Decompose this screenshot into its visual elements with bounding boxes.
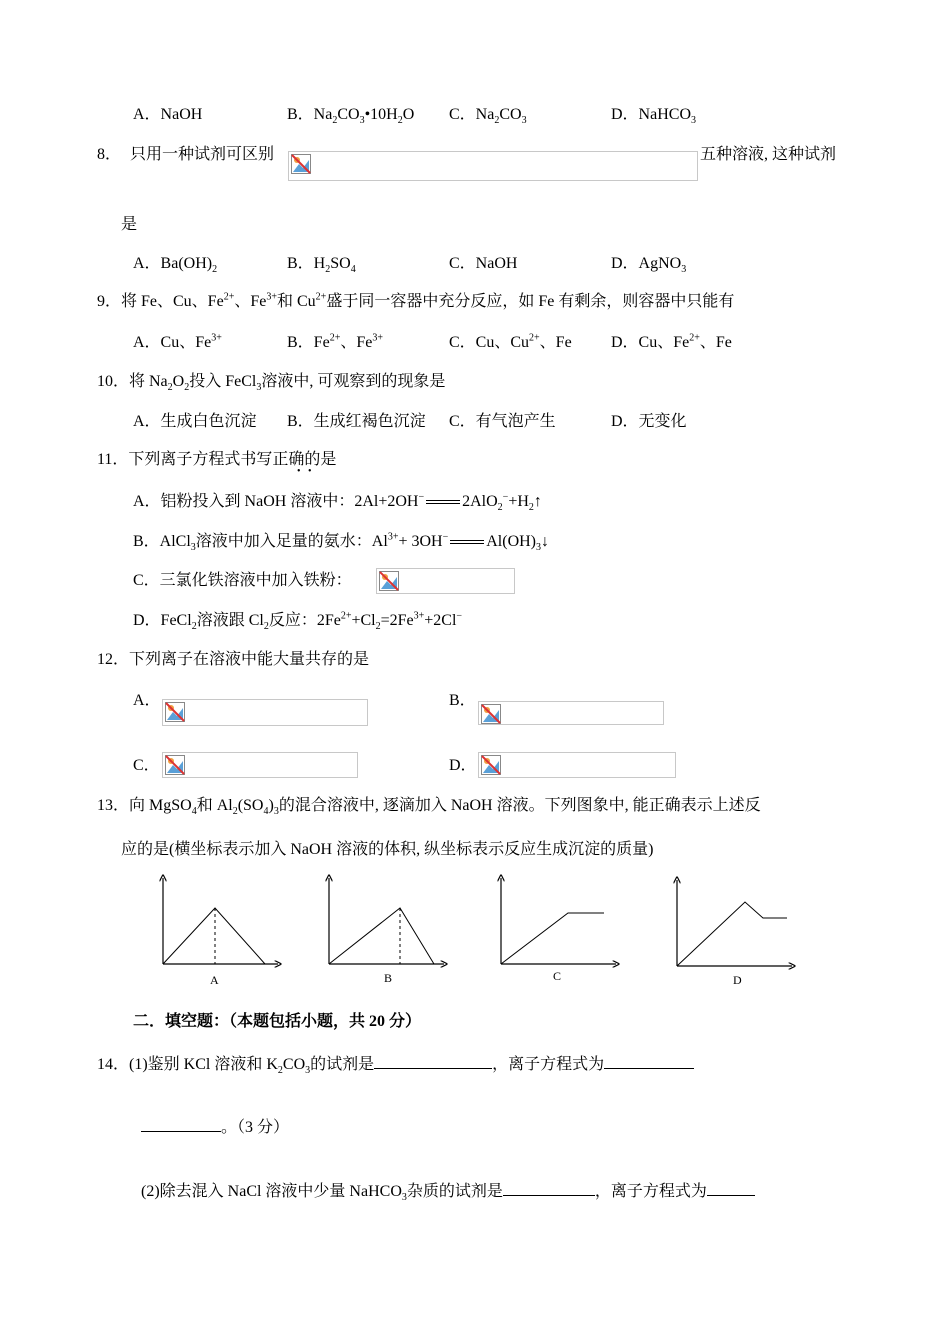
q12c-broken-image: [162, 752, 358, 778]
q13-stem-line2: 应的是(横坐标表示加入 NaOH 溶液的体积, 纵坐标表示反应生成沉淀的质量): [121, 841, 654, 858]
q11-option-d: D．FeCl$_2$溶液跟 $Cl_2$反应：$2Fe^{2+}+Cl_2=2Fe^{3+}+2Cl^-$: [133, 610, 463, 633]
q9-stem: 9．将 Fe、Cu、$Fe^{2+}$、$Fe^{3+}$和 $Cu^{2+}$盛于同一容器中充分反应，如 Fe 有剩余，则容器中只能有: [97, 291, 735, 310]
graph-c: [488, 872, 623, 987]
q12b-broken-image: [478, 701, 664, 725]
graph-c-label: C: [553, 969, 562, 983]
q9-option-c: C．Cu、$Cu^{2+}$、Fe: [449, 332, 572, 351]
q14-line3: (2)除去混入 NaCl 溶液中少量 NaHCO$_3$杂质的试剂是 ，离子方程式为: [141, 1179, 755, 1202]
q7-option-c: C．$Na_2CO_3$: [449, 106, 527, 127]
q14-line1: 14．(1)鉴别 KCl 溶液和 $K_2CO_3$的试剂是 ，离子方程式为: [97, 1052, 694, 1075]
q12a-broken-image: [162, 699, 368, 726]
graph-d-curve: [677, 902, 787, 966]
q14-reagent-blank[interactable]: [374, 1052, 492, 1069]
q10-option-d: D．无变化: [611, 413, 687, 430]
q13-stem-line1: 13．向 MgSO$_4$和 $Al_2(SO_4)_3$的混合溶液中, 逐滴加入 NaOH 溶液。下列图象中, 能正确表示上述反: [97, 797, 761, 818]
section-2-title: 二．填空题：（本题包括小题，共 20 分）: [133, 1013, 422, 1030]
q8-option-a: A．$Ba(OH)_2$: [133, 255, 218, 276]
q10-stem: 10．将 $Na_2O_2$投入 FeCl$_3$溶液中, 可观察到的现象是: [97, 373, 446, 394]
q12-label-d: D．: [449, 757, 477, 774]
broken-image-icon: [481, 755, 501, 775]
q8-option-b: B．$H_2SO_4$: [287, 255, 356, 276]
q8-stem-part2: 五种溶液, 这种试剂: [700, 146, 837, 163]
q10-option-b: B．生成红褐色沉淀: [287, 413, 426, 430]
equals-bar: [450, 540, 484, 544]
q14-equation-blank-cont[interactable]: [141, 1115, 221, 1132]
q9-option-b: B．$Fe^{2+}$、$Fe^{3+}$: [287, 332, 383, 351]
q9-option-a: A．Cu、$Fe^{3+}$: [133, 332, 222, 351]
q12-label-a: A．: [133, 692, 161, 709]
graph-a-curve: [163, 908, 265, 964]
q12-label-b: B．: [449, 692, 476, 709]
q14-equation-blank[interactable]: [604, 1052, 694, 1069]
broken-image-icon: [165, 702, 185, 722]
graph-b-label: B: [384, 971, 393, 985]
q14-2-reagent-blank[interactable]: [503, 1179, 595, 1196]
q12d-broken-image: [478, 752, 676, 778]
q12-stem: 12．下列离子在溶液中能大量共存的是: [97, 651, 370, 668]
q11-stem: 11．下列离子方程式书写正确的是: [97, 451, 337, 468]
q11-option-b: B．AlCl$_3$溶液中加入足量的氨水：$Al^{3+}+ 3OH^-$ $Al(OH)_3↓$: [133, 531, 549, 554]
broken-image-icon: [481, 704, 501, 724]
q7-option-a: A．NaOH: [133, 106, 203, 123]
q12-label-c: C．: [133, 757, 160, 774]
q7-option-d: D．NaHCO$_3$: [611, 106, 696, 127]
broken-image-icon: [291, 154, 311, 174]
graph-d: [664, 872, 799, 990]
broken-image-icon: [165, 755, 185, 775]
broken-image-icon: [379, 571, 399, 591]
q11-option-a: A．铝粉投入到 NaOH 溶液中：2Al+2OH− $2AlO_2^-+H_2↑$: [133, 491, 542, 514]
q10-option-a: A．生成白色沉淀: [133, 413, 257, 430]
q8-option-d: D．AgNO$_3$: [611, 255, 687, 276]
q8-number: 8．: [97, 146, 122, 163]
graph-b-curve: [329, 908, 434, 964]
graph-c-curve: [501, 913, 604, 964]
q7-option-b: B．$Na_2CO_3•10H_2O$: [287, 106, 415, 127]
graph-b: [316, 872, 451, 987]
q9-option-d: D．Cu、$Fe^{2+}$、Fe: [611, 332, 732, 351]
graph-d-label: D: [733, 973, 742, 987]
q14-2-equation-blank[interactable]: [707, 1179, 755, 1196]
q14-line2: 。（3 分）: [141, 1115, 289, 1138]
equals-bar: [426, 500, 460, 504]
emphasis-dots: • •: [297, 466, 312, 477]
q8-stem-part3: 是: [121, 216, 138, 233]
q11c-broken-image: [376, 568, 515, 594]
q10-option-c: C．有气泡产生: [449, 413, 556, 430]
q11-option-c: C．三氯化铁溶液中加入铁粉：: [133, 572, 352, 589]
q8-stem-part1: 只用一种试剂可区别: [130, 146, 275, 163]
q8-option-c: C．NaOH: [449, 255, 518, 272]
graph-a-label: A: [210, 973, 219, 987]
q8-broken-image: [288, 151, 698, 181]
graph-a: [150, 872, 285, 987]
